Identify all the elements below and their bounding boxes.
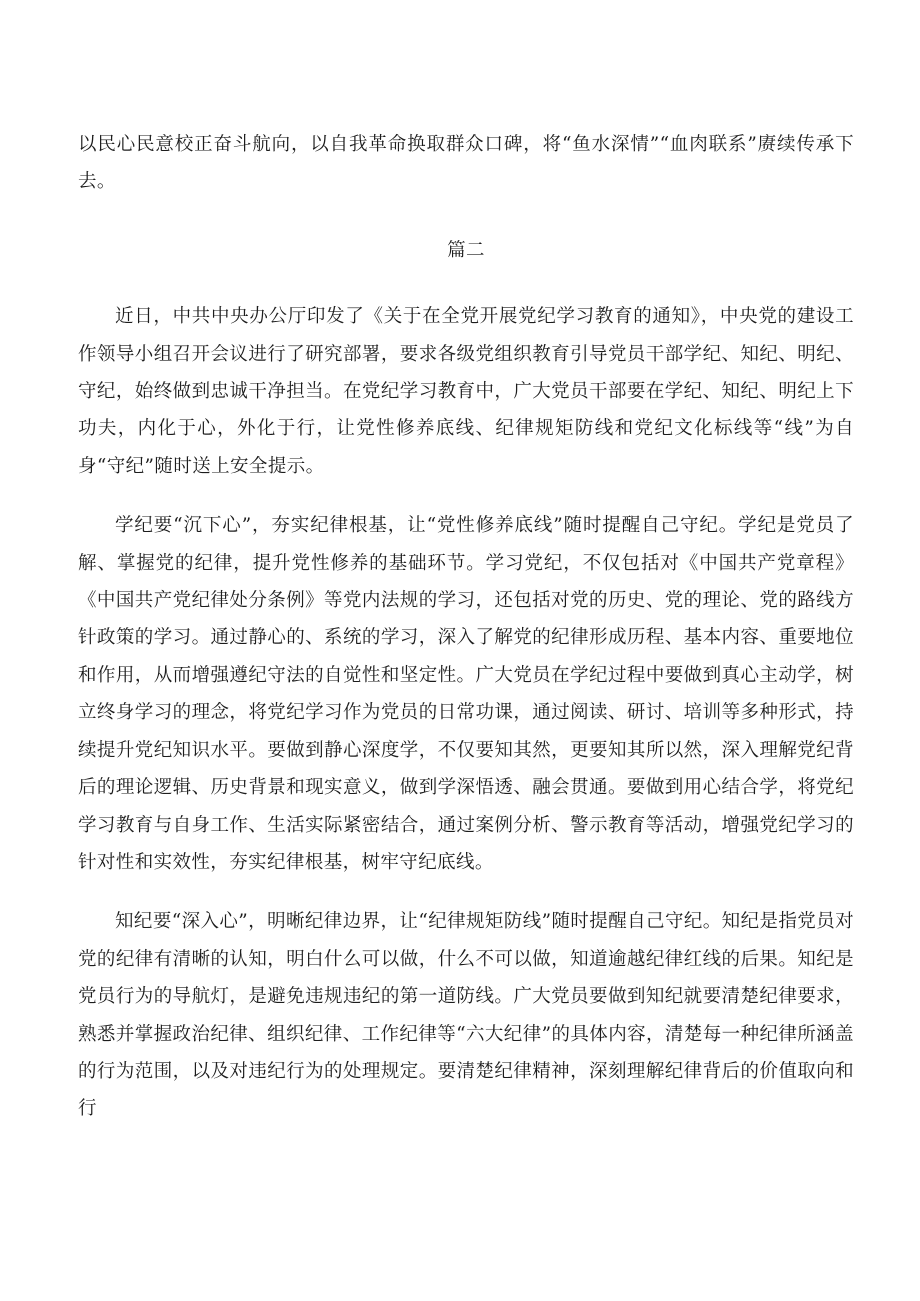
paragraph-zhiji: 知纪要“深入心”，明晰纪律边界，让“纪律规矩防线”随时提醒自己守纪。知纪是指党员对党的纪律有清晰的认知，明白什么可以做，什么不可以做，知道逾越纪律红线的后果。知纪是党员行为的导航灯，是避免违规违纪的第一道防线。广大党员要做到知纪就要清楚纪律要求，熟悉并掌握政治纪律、组织纪律、工作纪律等“六大纪律”的具体内容，清楚每一种纪律所涵盖的行为范围，以及对违纪行为的处理规定。要清楚纪律精神，深刻理解纪律背后的价值取向和行 xyxy=(78,911,854,1120)
section-heading: 篇二 xyxy=(447,239,485,261)
document-body xyxy=(78,126,854,1128)
paragraph-xueji: 学纪要“沉下心”，夯实纪律根基，让“党性修养底线”随时提醒自己守纪。学纪是党员了解、掌握党的纪律，提升党性修养的基础环节。学习党纪，不仅包括对《中国共产党章程》《中国共产党纪律处分条例》等党内法规的学习，还包括对党的历史、党的理论、党的路线方针政策的学习。通过静心的、系统的学习，深入了解党的纪律形成历程、基本内容、重要地位和作用，从而增强遵纪守法的自觉性和坚定性。广大党员在学纪过程中要做到真心主动学，树立终身学习的理念，将党纪学习作为党员的日常功课，通过阅读、研讨、培训等多种形式，持续提升党纪知识水平。要做到静心深度学，不仅要知其然，更要知其所以然，深入理解党纪背后的理论逻辑、历史背景和现实意义，做到学深悟透、融会贯通。要做到用心结合学，将党纪学习教育与自身工作、生活实际紧密结合，通过案例分析、警示教育等活动，增强党纪学习的针对性和实效性，夯实纪律根基，树牢守纪底线。 xyxy=(78,515,854,873)
continuation-paragraph: 以民心民意校正奋斗航向，以自我革命换取群众口碑，将“鱼水深情”“血肉联系”赓续传承下去。 xyxy=(78,134,854,193)
paragraph-intro: 近日，中共中央办公厅印发了《关于在全党开展党纪学习教育的通知》，中央党的建设工作领导小组召开会议进行了研究部署，要求各级党组织教育引导党员干部学纪、知纪、明纪、守纪，始终做到忠诚干净担当。在党纪学习教育中，广大党员干部要在学纪、知纪、明纪上下功夫，内化于心，外化于行，让党性修养底线、纪律规矩防线和党纪文化标线等“线”为自身“守纪”随时送上安全提示。 xyxy=(78,306,854,477)
